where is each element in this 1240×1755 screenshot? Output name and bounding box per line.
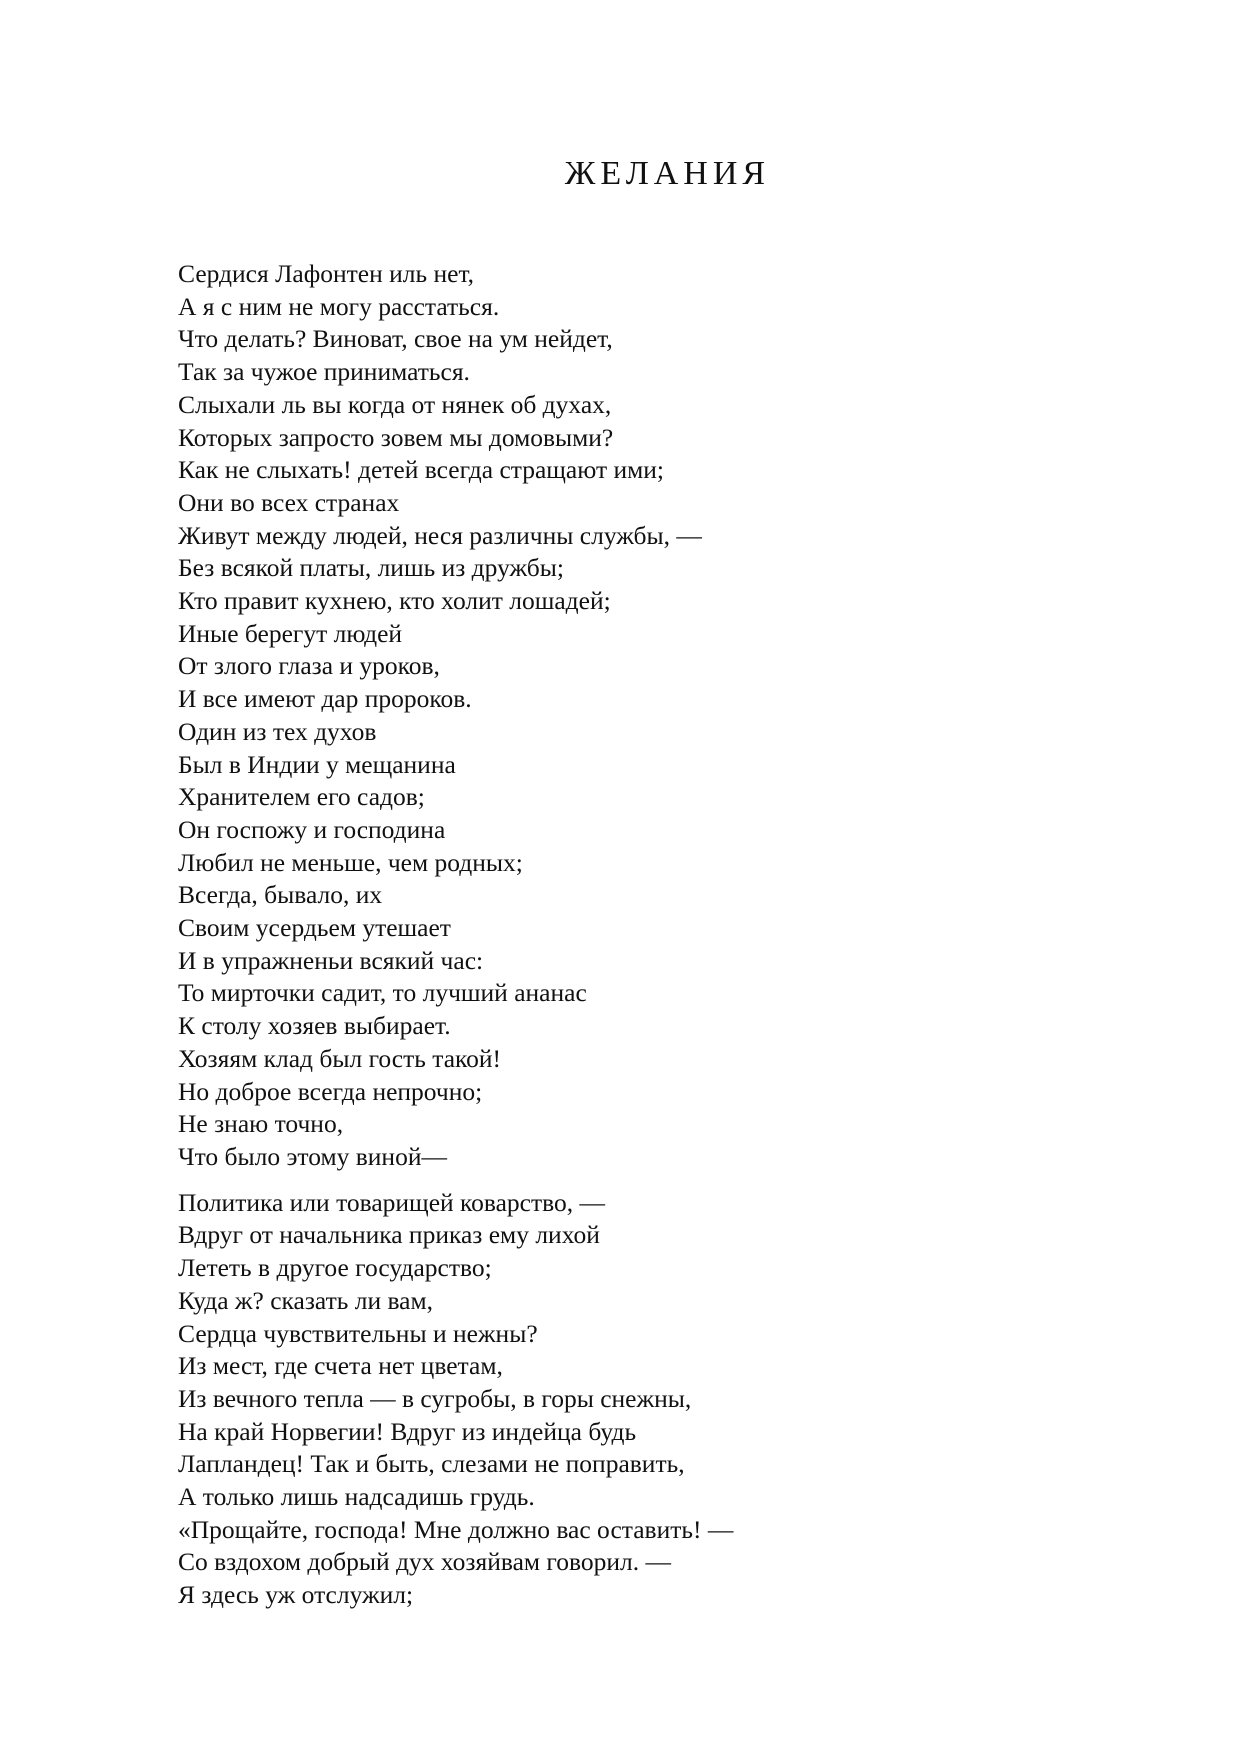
verse-line: Что было этому виной— bbox=[178, 1141, 447, 1171]
verse-line: Один из тех духов bbox=[178, 716, 377, 746]
verse-line: На край Норвегии! Вдруг из индейца будь bbox=[178, 1416, 637, 1446]
verse-line: Сердца чувствительны и нежны? bbox=[178, 1318, 538, 1348]
verse-line: И все имеют дар пророков. bbox=[178, 684, 472, 714]
verse-line: Сердися Лафонтен иль нет, bbox=[178, 259, 475, 288]
verse-line: Хозяям клад был гость такой! bbox=[178, 1043, 502, 1073]
verse-line: Из вечного тепла — в сугробы, в горы снежны, bbox=[178, 1383, 692, 1413]
verse-line: Кто правит кухнею, кто холит лошадей; bbox=[178, 586, 611, 616]
verse-line: А я с ним не могу расстаться. bbox=[178, 291, 500, 321]
verse-line: Политика или товарищей коварство, — bbox=[178, 1187, 605, 1217]
poem-body bbox=[178, 258, 1158, 1612]
stanza-2 bbox=[178, 1187, 1158, 1612]
verse-line: Вдруг от начальника приказ ему лихой bbox=[178, 1220, 600, 1250]
verse-line: Что делать? Виноват, свое на ум нейдет, bbox=[178, 324, 613, 354]
verse-line: Любил не меньше, чем родных; bbox=[178, 847, 523, 877]
verse-line: Но доброе всегда непрочно; bbox=[178, 1076, 483, 1106]
poem-title: ЖЕЛАНИЯ bbox=[564, 155, 771, 192]
verse-line: Живут между людей, неся различны службы, — bbox=[178, 520, 702, 550]
verse-line: Лететь в другое государство; bbox=[178, 1253, 492, 1283]
verse-line: Иные берегут людей bbox=[178, 618, 403, 648]
verse-line: Со вздохом добрый дух хозяйвам говорил. — bbox=[178, 1547, 671, 1577]
verse-line: Так за чужое приниматься. bbox=[178, 357, 470, 387]
stanza-1 bbox=[178, 258, 1158, 1174]
verse-line: Они во всех странах bbox=[178, 487, 400, 517]
verse-line: Он госпожу и господина bbox=[178, 814, 446, 844]
verse-line: Слыхали ль вы когда от нянек об духах, bbox=[178, 389, 612, 419]
verse-line: Был в Индии у мещанина bbox=[178, 749, 456, 779]
verse-line: Как не слыхать! детей всегда стращают ими; bbox=[178, 455, 664, 485]
verse-line: «Прощайте, господа! Мне должно вас оставить! — bbox=[178, 1514, 734, 1544]
verse-line: Без всякой платы, лишь из дружбы; bbox=[178, 553, 564, 583]
verse-line: А только лишь надсадишь грудь. bbox=[178, 1482, 535, 1512]
verse-line: Я здесь уж отслужил; bbox=[178, 1580, 414, 1610]
verse-line: Куда ж? сказать ли вам, bbox=[178, 1285, 434, 1315]
verse-line: Хранителем его садов; bbox=[178, 782, 425, 812]
verse-line: То мирточки садит, то лучший ананас bbox=[178, 978, 587, 1008]
verse-line: Не знаю точно, bbox=[178, 1109, 344, 1139]
verse-line: К столу хозяев выбирает. bbox=[178, 1011, 451, 1041]
verse-line: От злого глаза и уроков, bbox=[178, 651, 440, 681]
verse-line: Из мест, где счета нет цветам, bbox=[178, 1351, 503, 1381]
verse-line: Которых запросто зовем мы домовыми? bbox=[178, 422, 614, 452]
verse-line: Всегда, бывало, их bbox=[178, 880, 383, 910]
verse-line: И в упражненьи всякий час: bbox=[178, 945, 484, 975]
verse-line: Своим усердьем утешает bbox=[178, 913, 451, 943]
verse-line: Лапландец! Так и быть, слезами не поправить, bbox=[178, 1449, 685, 1479]
